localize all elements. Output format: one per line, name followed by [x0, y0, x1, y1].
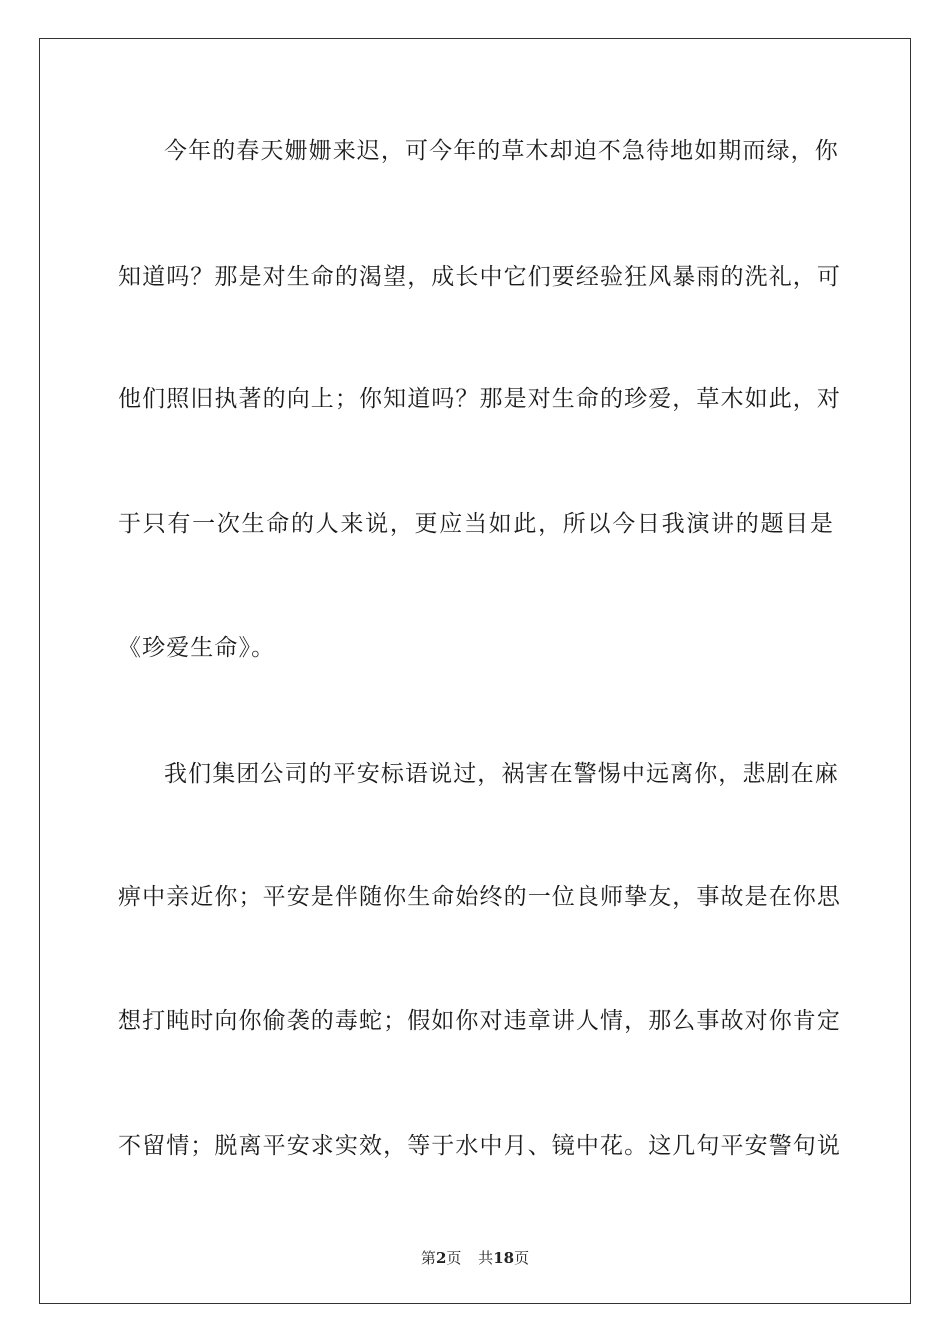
paragraph-1-line-5: 《珍爱生命》。 — [118, 635, 276, 661]
paragraph-1-line-3: 他们照旧执著的向上；你知道吗？那是对生命的珍爱，草木如此，对 — [118, 386, 841, 412]
paragraph-1-line-2: 知道吗？那是对生命的渴望，成长中它们要经验狂风暴雨的洗礼，可 — [118, 264, 841, 290]
total-pages-indicator: 共18页 — [478, 1249, 530, 1267]
page-indicator: 第2页 — [420, 1249, 462, 1267]
paragraph-1-line-4: 于只有一次生命的人来说，更应当如此，所以今日我演讲的题目是 — [118, 511, 834, 537]
paragraph-1-line-1: 今年的春天姗姗来迟，可今年的草木却迫不急待地如期而绿，你 — [164, 138, 839, 164]
paragraph-2-line-1: 我们集团公司的平安标语说过，祸害在警惕中远离你，悲剧在麻 — [164, 761, 839, 787]
page-border — [39, 38, 911, 1304]
paragraph-2-line-3: 想打盹时向你偷袭的毒蛇；假如你对违章讲人情，那么事故对你肯定 — [118, 1008, 841, 1034]
page-footer — [0, 1248, 950, 1268]
paragraph-2-line-4: 不留情；脱离平安求实效，等于水中月、镜中花。这几句平安警句说 — [118, 1133, 841, 1159]
paragraph-2-line-2: 痹中亲近你；平安是伴随你生命始终的一位良师挚友，事故是在你思 — [118, 884, 841, 910]
